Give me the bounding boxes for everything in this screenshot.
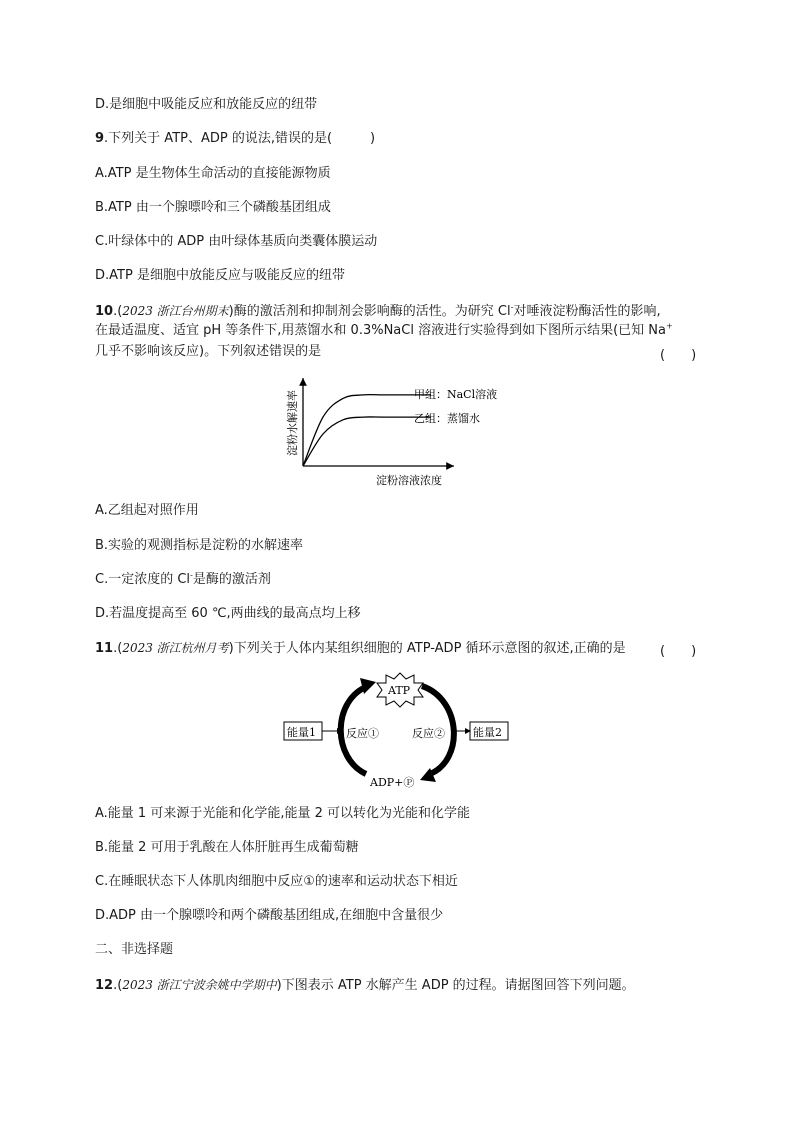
q9-answer-paren: ) — [370, 131, 376, 146]
q10-option-b: B.实验的观测指标是淀粉的水解速率 — [95, 538, 304, 553]
energy1-label: 能量1 — [287, 726, 316, 739]
q10-chart — [280, 370, 530, 495]
q9-stem — [95, 131, 332, 147]
q11-stem-text: )下列关于人体内某组织细胞的 ATP-ADP 循环示意图的叙述,正确的是 — [228, 641, 626, 656]
adp-pi-label: ADP+Ⓟ — [370, 776, 415, 789]
q12-stem — [95, 977, 635, 994]
series-yi-curve — [303, 417, 431, 466]
atp-adp-cycle-diagram — [280, 670, 520, 798]
q9-option-a: A.ATP 是生物体生命活动的直接能源物质 — [95, 166, 331, 181]
q10-option-c-post: 是酶的激活剂 — [192, 572, 271, 587]
q9-option-c: C.叶绿体中的 ADP 由叶绿体基质向类囊体膜运动 — [95, 234, 378, 249]
q10-stem-line3: 几乎不影响该反应)。下列叙述错误的是 — [95, 344, 322, 359]
q12-dot: .( — [113, 978, 123, 993]
series-jia-curve — [303, 395, 431, 466]
q10-sup1: - — [510, 302, 514, 312]
atp-label: ATP — [388, 684, 411, 697]
q11-source: 2023 浙江杭州月考 — [122, 641, 229, 655]
q11-option-c: C.在睡眠状态下人体肌肉细胞中反应①的速率和运动状态下相近 — [95, 874, 458, 889]
q10-number: 10 — [95, 304, 114, 319]
q9-stem-text: .下列关于 ATP、ADP 的说法,错误的是( — [104, 131, 333, 146]
q10-option-c-sup: - — [190, 570, 193, 580]
q11-answer-paren: ( ) — [660, 644, 697, 659]
q10-answer-paren: ( ) — [660, 348, 697, 363]
q10-option-a: A.乙组起对照作用 — [95, 503, 199, 518]
q10-line2-text: 在最适温度、适宜 pH 等条件下,用蒸馏水和 0.3%NaCl 溶液进行实验得到如下图所示结果(已知 Na — [95, 323, 666, 338]
q10-option-c — [95, 572, 271, 588]
q10-option-c-pre: C.一定浓度的 Cl — [95, 572, 191, 587]
legend-yi-label: 乙组：蒸馏水 — [414, 412, 480, 425]
section-heading: 二、非选择题 — [95, 942, 174, 957]
energy2-label: 能量2 — [473, 726, 502, 739]
q11-option-b: B.能量 2 可用于乳酸在人体肝脏再生成葡萄糖 — [95, 840, 359, 855]
q8-option-d: D.是细胞中吸能反应和放能反应的纽带 — [95, 97, 318, 112]
q9-option-d: D.ATP 是细胞中放能反应与吸能反应的纽带 — [95, 268, 345, 283]
q10-option-d: D.若温度提高至 60 ℃,两曲线的最高点均上移 — [95, 606, 361, 621]
reaction2-label: 反应② — [412, 727, 445, 740]
q10-sup2: + — [666, 321, 673, 331]
q10-stem-line1 — [95, 303, 661, 320]
reaction1-label: 反应① — [346, 727, 379, 740]
q10-line1-end: 对唾液淀粉酶活性的影响, — [513, 304, 661, 319]
legend-jia-label: 甲组：NaCl溶液 — [414, 388, 498, 401]
q11-stem — [95, 640, 626, 657]
q11-dot: .( — [113, 641, 123, 656]
q10-dot: .( — [113, 304, 123, 319]
q12-number: 12 — [95, 978, 114, 993]
q11-number: 11 — [95, 641, 114, 656]
q10-source: 2023 浙江台州期末 — [122, 304, 229, 318]
chart-x-label: 淀粉溶液浓度 — [376, 474, 442, 487]
q12-source: 2023 浙江宁波余姚中学期中 — [122, 978, 277, 992]
q11-option-a: A.能量 1 可来源于光能和化学能,能量 2 可以转化为光能和化学能 — [95, 806, 471, 821]
q10-stem-line2 — [95, 323, 673, 339]
chart-y-label: 淀粉水解速率 — [286, 390, 299, 456]
q12-stem-text: )下图表示 ATP 水解产生 ADP 的过程。请据图回答下列问题。 — [276, 978, 635, 993]
q9-number: 9 — [95, 131, 105, 146]
q11-option-d: D.ADP 由一个腺嘌呤和两个磷酸基团组成,在细胞中含量很少 — [95, 908, 444, 923]
q10-line1-rest: )酶的激活剂和抑制剂会影响酶的活性。为研究 Cl — [228, 304, 511, 319]
q9-option-b: B.ATP 由一个腺嘌呤和三个磷酸基团组成 — [95, 200, 331, 215]
